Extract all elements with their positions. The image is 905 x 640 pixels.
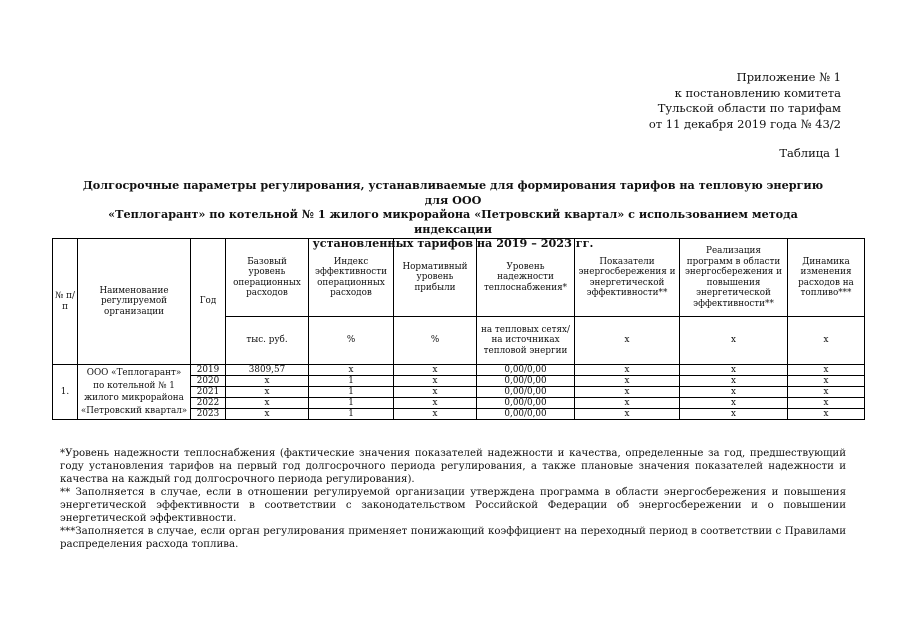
header-energy-indicators: Показатели энергосбережения и энергетической эффективности**: [575, 239, 680, 317]
footnote: ** Заполняется в случае, если в отношении регулируемой организации утверждена программа в области энергосбережения и повышения энергетической эффективности в соответствии с законодательством Российской Федерации об энергосбережении и о повышении энергетической эффективности.: [60, 487, 846, 524]
cell-profit: x: [394, 365, 477, 376]
cell-year: 2020: [191, 376, 226, 387]
header-organization: Наименование регулируемой организации: [78, 239, 191, 365]
cell-index: 1: [309, 409, 394, 420]
cell-reliability: 0,00/0,00: [477, 387, 575, 398]
cell-energy: x: [575, 409, 680, 420]
cell-base: x: [226, 398, 309, 409]
title-line: Долгосрочные параметры регулирования, устанавливаемые для формирования тарифов на тепловую энергию для ООО: [82, 178, 824, 207]
cell-program: x: [680, 376, 788, 387]
cell-program: x: [680, 387, 788, 398]
unit-base: тыс. руб.: [226, 317, 309, 365]
cell-profit: x: [394, 376, 477, 387]
unit-reliability: на тепловых сетях/на источниках тепловой энергии: [477, 317, 575, 365]
cell-index: 1: [309, 376, 394, 387]
cell-energy: x: [575, 376, 680, 387]
table-row: [53, 365, 865, 376]
cell-energy: x: [575, 398, 680, 409]
unit-energy: x: [575, 317, 680, 365]
row-number: 1.: [53, 365, 78, 420]
cell-reliability: 0,00/0,00: [477, 409, 575, 420]
cell-base: x: [226, 376, 309, 387]
cell-reliability: 0,00/0,00: [477, 365, 575, 376]
cell-fuel: x: [788, 409, 865, 420]
unit-index: %: [309, 317, 394, 365]
cell-index: 1: [309, 387, 394, 398]
cell-profit: x: [394, 398, 477, 409]
cell-base: x: [226, 409, 309, 420]
cell-index: 1: [309, 398, 394, 409]
unit-profit: %: [394, 317, 477, 365]
cell-fuel: x: [788, 387, 865, 398]
header-base-level: Базовый уровень операционных расходов: [226, 239, 309, 317]
cell-reliability: 0,00/0,00: [477, 398, 575, 409]
appendix-line: от 11 декабря 2019 года № 43/2: [648, 116, 841, 131]
header-fuel-dynamics: Динамика изменения расходов на топливо***: [788, 239, 865, 317]
parameters-table: [52, 238, 865, 420]
title-line: установленных тарифов на 2019 – 2023 гг.: [312, 236, 594, 250]
table-number: Таблица 1: [779, 146, 841, 160]
cell-energy: x: [575, 365, 680, 376]
cell-program: x: [680, 409, 788, 420]
cell-program: x: [680, 398, 788, 409]
appendix-block: [649, 70, 841, 132]
cell-fuel: x: [788, 365, 865, 376]
header-efficiency-index: Индекс эффективности операционных расходов: [309, 239, 394, 317]
cell-profit: x: [394, 409, 477, 420]
footnote: *Уровень надежности теплоснабжения (фактические значения показателей надежности и качества, определенные за год, предшествующий году установления тарифов на первый год долгосрочного периода регулирования, а также плановые значения показателей надежности и качества на каждый год долгосрочного периода регулирования).: [60, 448, 846, 485]
header-profit-level: Нормативный уровень прибыли: [394, 239, 477, 317]
appendix-line: к постановлению комитета: [674, 85, 841, 100]
appendix-line: Тульской области по тарифам: [657, 101, 841, 115]
cell-year: 2022: [191, 398, 226, 409]
cell-base: x: [226, 387, 309, 398]
cell-fuel: x: [788, 376, 865, 387]
appendix-line: Приложение № 1: [736, 70, 841, 84]
cell-program: x: [680, 365, 788, 376]
header-year: Год: [191, 239, 226, 365]
cell-year: 2023: [191, 409, 226, 420]
cell-base: 3809,57: [226, 365, 309, 376]
cell-profit: x: [394, 387, 477, 398]
unit-program: x: [680, 317, 788, 365]
cell-year: 2021: [191, 387, 226, 398]
header-reliability: Уровень надежности теплоснабжения*: [477, 239, 575, 317]
cell-year: 2019: [191, 365, 226, 376]
organization-name: ООО «Теплогарант» по котельной № 1 жилого микрорайона «Петровский квартал»: [78, 365, 191, 420]
header-number: № п/п: [53, 239, 78, 365]
header-program: Реализация программ в области энергосбережения и повышения энергетической эффективности**: [680, 239, 788, 317]
footnote: ***Заполняется в случае, если орган регулирования применяет понижающий коэффициент на переходный период в соответствии с Правилами распределения расхода топлива.: [60, 526, 846, 550]
cell-index: x: [309, 365, 394, 376]
footnotes: [60, 447, 846, 551]
cell-energy: x: [575, 387, 680, 398]
cell-fuel: x: [788, 398, 865, 409]
cell-reliability: 0,00/0,00: [477, 376, 575, 387]
unit-fuel: x: [788, 317, 865, 365]
title-line: «Теплогарант» по котельной № 1 жилого микрорайона «Петровский квартал» с использованием метода индексации: [108, 207, 798, 236]
